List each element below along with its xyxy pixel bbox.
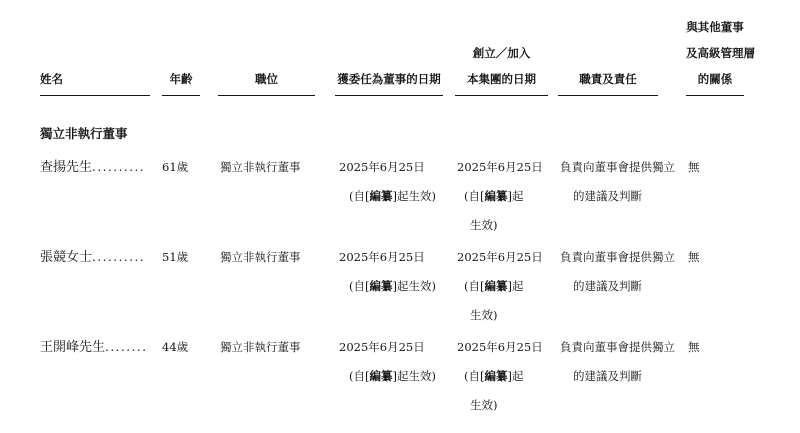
cell-join-date — [457, 153, 550, 240]
relationship-value: 無 — [688, 250, 700, 264]
join-date: 2025年6月25日 — [457, 160, 543, 174]
cell-relationship — [688, 243, 746, 272]
column-header-appointment-date-label: 獲委任為董事的日期 — [337, 72, 441, 86]
cell-appointment-date — [337, 333, 445, 391]
join-note-bold: 編纂 — [484, 189, 508, 203]
cell-appointment-date — [337, 153, 445, 211]
join-note-bold: 編纂 — [484, 279, 508, 293]
table-row — [40, 153, 746, 240]
director-age: 51歲 — [162, 250, 189, 264]
column-header-position-label: 職位 — [255, 72, 278, 86]
cell-duties — [560, 243, 675, 301]
duties-line1: 負責向董事會提供獨立 — [560, 160, 675, 174]
duties-line2: 的建議及判斷 — [573, 369, 642, 383]
duties-line2: 的建議及判斷 — [573, 189, 642, 203]
director-name: 張競女士 — [40, 250, 93, 265]
cell-position — [218, 333, 317, 362]
cell-join-date — [457, 333, 550, 420]
cell-position — [218, 243, 317, 272]
appointment-date: 2025年6月25日 — [339, 160, 425, 174]
duties-line2: 的建議及判斷 — [573, 279, 642, 293]
duties-line1: 負責向董事會提供獨立 — [560, 250, 675, 264]
leader-dots: .......... — [92, 160, 146, 174]
join-note-post: ]起 — [507, 369, 524, 383]
appointment-note-pre: (自[ — [349, 369, 370, 383]
join-note-line3: 生效) — [470, 308, 498, 322]
director-name: 查揚先生 — [40, 160, 93, 175]
appointment-note-bold: 編纂 — [369, 279, 393, 293]
appointment-note-post: ]起生效) — [392, 369, 436, 383]
relationship-value: 無 — [688, 340, 700, 354]
column-header-age-label: 年齡 — [169, 72, 193, 86]
cell-age — [162, 153, 200, 182]
cell-relationship — [688, 333, 746, 362]
join-date: 2025年6月25日 — [457, 340, 543, 354]
join-note-post: ]起 — [507, 189, 524, 203]
join-note-post: ]起 — [507, 279, 524, 293]
duties-line1: 負責向董事會提供獨立 — [560, 340, 675, 354]
appointment-note-bold: 編纂 — [369, 369, 393, 383]
appointment-note-bold: 編纂 — [369, 189, 393, 203]
appointment-note — [337, 362, 445, 391]
join-note-line3: 生效) — [470, 398, 498, 412]
director-age: 44歲 — [162, 340, 189, 354]
cell-relationship — [688, 153, 746, 182]
director-position: 獨立非執行董事 — [220, 340, 301, 354]
cell-join-date — [457, 243, 550, 330]
leader-dots: .......... — [92, 250, 146, 264]
cell-age — [162, 333, 200, 362]
column-header-join-date-line1: 創立／加入 — [472, 46, 531, 60]
cell-name — [40, 333, 150, 362]
table-row — [40, 243, 746, 330]
join-note — [457, 272, 550, 301]
appointment-note-pre: (自[ — [349, 189, 370, 203]
table-header-row — [40, 0, 755, 96]
join-date: 2025年6月25日 — [457, 250, 543, 264]
join-note-pre: (自[ — [464, 279, 485, 293]
column-header-name — [40, 66, 150, 96]
appointment-date: 2025年6月25日 — [339, 250, 425, 264]
director-age: 61歲 — [162, 160, 189, 174]
join-note-pre: (自[ — [464, 189, 485, 203]
column-header-join-date — [455, 40, 548, 96]
column-header-name-label: 姓名 — [40, 72, 63, 86]
column-header-age — [162, 66, 200, 96]
director-position: 獨立非執行董事 — [220, 160, 301, 174]
column-header-relationship — [686, 14, 755, 96]
cell-appointment-date — [337, 243, 445, 301]
appointment-note-post: ]起生效) — [392, 189, 436, 203]
column-header-relationship-line1: 與其他董事 — [686, 20, 744, 34]
leader-dots: ........ — [105, 340, 148, 354]
join-note-pre: (自[ — [464, 369, 485, 383]
appointment-note-pre: (自[ — [349, 279, 370, 293]
appointment-note-post: ]起生效) — [392, 279, 436, 293]
cell-name — [40, 153, 150, 182]
cell-duties — [560, 333, 675, 391]
cell-duties — [560, 153, 675, 211]
join-note-line3: 生效) — [470, 218, 498, 232]
join-note — [457, 182, 550, 211]
director-position: 獨立非執行董事 — [220, 250, 301, 264]
relationship-value: 無 — [688, 160, 700, 174]
cell-position — [218, 153, 317, 182]
appointment-date: 2025年6月25日 — [339, 340, 425, 354]
director-name: 王開峰先生 — [40, 340, 106, 355]
column-header-appointment-date — [335, 66, 443, 96]
column-header-duties-label: 職責及責任 — [579, 72, 637, 86]
join-note — [457, 362, 550, 391]
cell-age — [162, 243, 200, 272]
section-title: 獨立非執行董事 — [40, 126, 128, 141]
appointment-note — [337, 272, 445, 301]
column-header-duties — [558, 66, 658, 96]
column-header-relationship-line3: 的關係 — [697, 72, 733, 86]
column-header-position — [218, 66, 315, 96]
column-header-relationship-line2: 及高級管理層 — [686, 46, 755, 60]
cell-name — [40, 243, 150, 272]
table-row — [40, 333, 746, 420]
column-header-join-date-line2: 本集團的日期 — [467, 72, 536, 86]
join-note-bold: 編纂 — [484, 369, 508, 383]
appointment-note — [337, 182, 445, 211]
